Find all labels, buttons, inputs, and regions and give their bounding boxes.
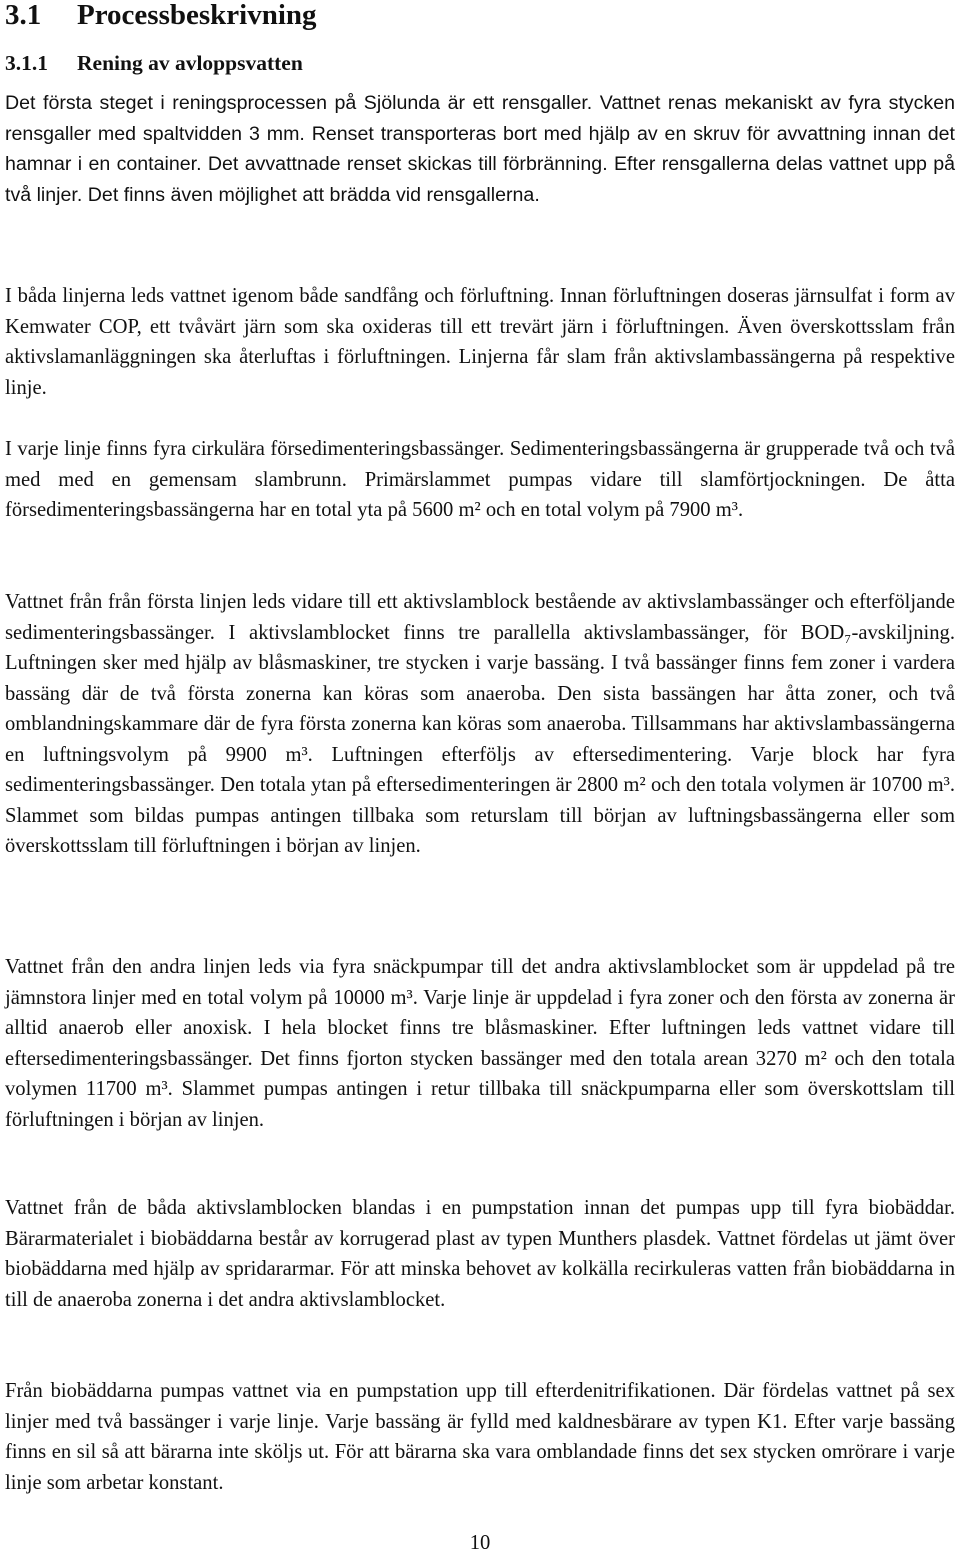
paragraph-forsedimentering: I varje linje finns fyra cirkulära försedimenteringsbassänger. Sedimenteringsbassängerna är grupperade två och två med med en gemensam slambrunn. Primärslammet pumpas vidare till slamförtjockningen. De åtta försedimenteringsbassängerna har en total yta på 5600 m² och en total volym på 7900 m³. — [5, 438, 955, 522]
paragraph-rensgaller: Det första steget i reningsprocessen på Sjölunda är ett rensgaller. Vattnet renas mekaniskt av fyra stycken rensgaller med spaltvidden 3 mm. Renset transporteras bort med hjälp av en skruv för avvattning innan det hamnar i en container. Det avvattnade renset skickas till förbränning. Efter rensgallerna delas vattnet upp på två linjer. Det finns även möjlighet att brädda vid rensgallerna. — [5, 92, 955, 206]
paragraph-biobaddar: Vattnet från de båda aktivslamblocken blandas i en pumpstation innan det pumpas upp till fyra biobäddar. Bärarmaterialet i biobäddarna består av korrugerad plast av typen Munthers plasdek. Vattnet fördelas ut jämt över biobäddarna med hjälp av spridararmar. För att minska behovet av kolkälla recirkuleras vatten från biobäddarna in till de anaeroba zonerna i det andra aktivslamblocket. — [5, 1197, 955, 1311]
section-heading — [5, 0, 317, 30]
paragraph-aktivslamblock-1: Vattnet från från första linjen leds vidare till ett aktivslamblock bestående av aktivslambassänger och efterföljande sedimenteringsbassänger. I aktivslamblocket finns tre parallella aktivslambassänger, för BOD₇-avskiljning. Luftningen sker med hjälp av blåsmaskiner, tre stycken i varje bassäng. I två bassänger finns fem zoner i vardera bassäng där de två första zonerna kan köras som anaeroba. Den sista bassängen har åtta zoner, och två omblandningskammare där de fyra första zonerna kan köras som anaeroba. Tillsammans har aktivslambassängerna en luftningsvolym på 9900 m³. Luftningen efterföljs av eftersedimentering. Varje block har fyra sedimenteringsbassänger. Den totala ytan på eftersedimenteringen är 2800 m² och den totala volymen är 10700 m³. Slammet som bildas pumpas antingen tillbaka som returslam till början av luftningsbassängerna eller som överskottsslam till förluftningen i början av linjen. — [5, 591, 955, 858]
page-number: 10 — [469, 1532, 491, 1554]
paragraph-efterdenitrifikation: Från biobäddarna pumpas vattnet via en pumpstation upp till efterdenitrifikationen. Där fördelas vattnet på sex linjer med två bassänger i varje linje. Varje bassäng är fylld med kaldnesbärare av typen K1. Efter varje bassäng finns en sil så att bärarna inte sköljs ut. För att bärarna ska vara omblandade finns det sex stycken omrörare i varje linje som arbetar konstant. — [5, 1380, 955, 1494]
section-title: Processbeskrivning — [77, 0, 317, 31]
subsection-number: 3.1.1 — [5, 51, 48, 75]
paragraph-aktivslamblock-2: Vattnet från den andra linjen leds via fyra snäckpumpar till det andra aktivslamblocket som är uppdelad på tre jämnstora linjer med en total volym på 10000 m³. Varje linje är uppdelad i fyra zoner och den första av zonerna är alltid anaerob eller anoxisk. I hela blocket finns tre blåsmaskiner. Efter luftningen leds vattnet vidare till eftersedimenteringsbassänger. Det finns fjorton stycken bassänger med den totala arean 3270 m² och den totala volymen 11700 m³. Slammet pumpas antingen i retur tillbaka till snäckpumparna eller som överskottslam till förluftningen i början av linjen. — [5, 956, 955, 1131]
section-number: 3.1 — [5, 0, 42, 31]
paragraph-forluftning: I båda linjerna leds vattnet igenom både sandfång och förluftning. Innan förluftningen doseras järnsulfat i form av Kemwater COP, ett tvåvärt järn som ska oxideras till ett trevärt järn i förluftningen. Även överskottsslam från aktivslamanläggningen ska återluftas i förluftningen. Linjerna får slam från aktivslambassängerna på respektive linje. — [5, 285, 955, 399]
subsection-heading — [5, 48, 303, 78]
subsection-title: Rening av avloppsvatten — [77, 51, 303, 75]
